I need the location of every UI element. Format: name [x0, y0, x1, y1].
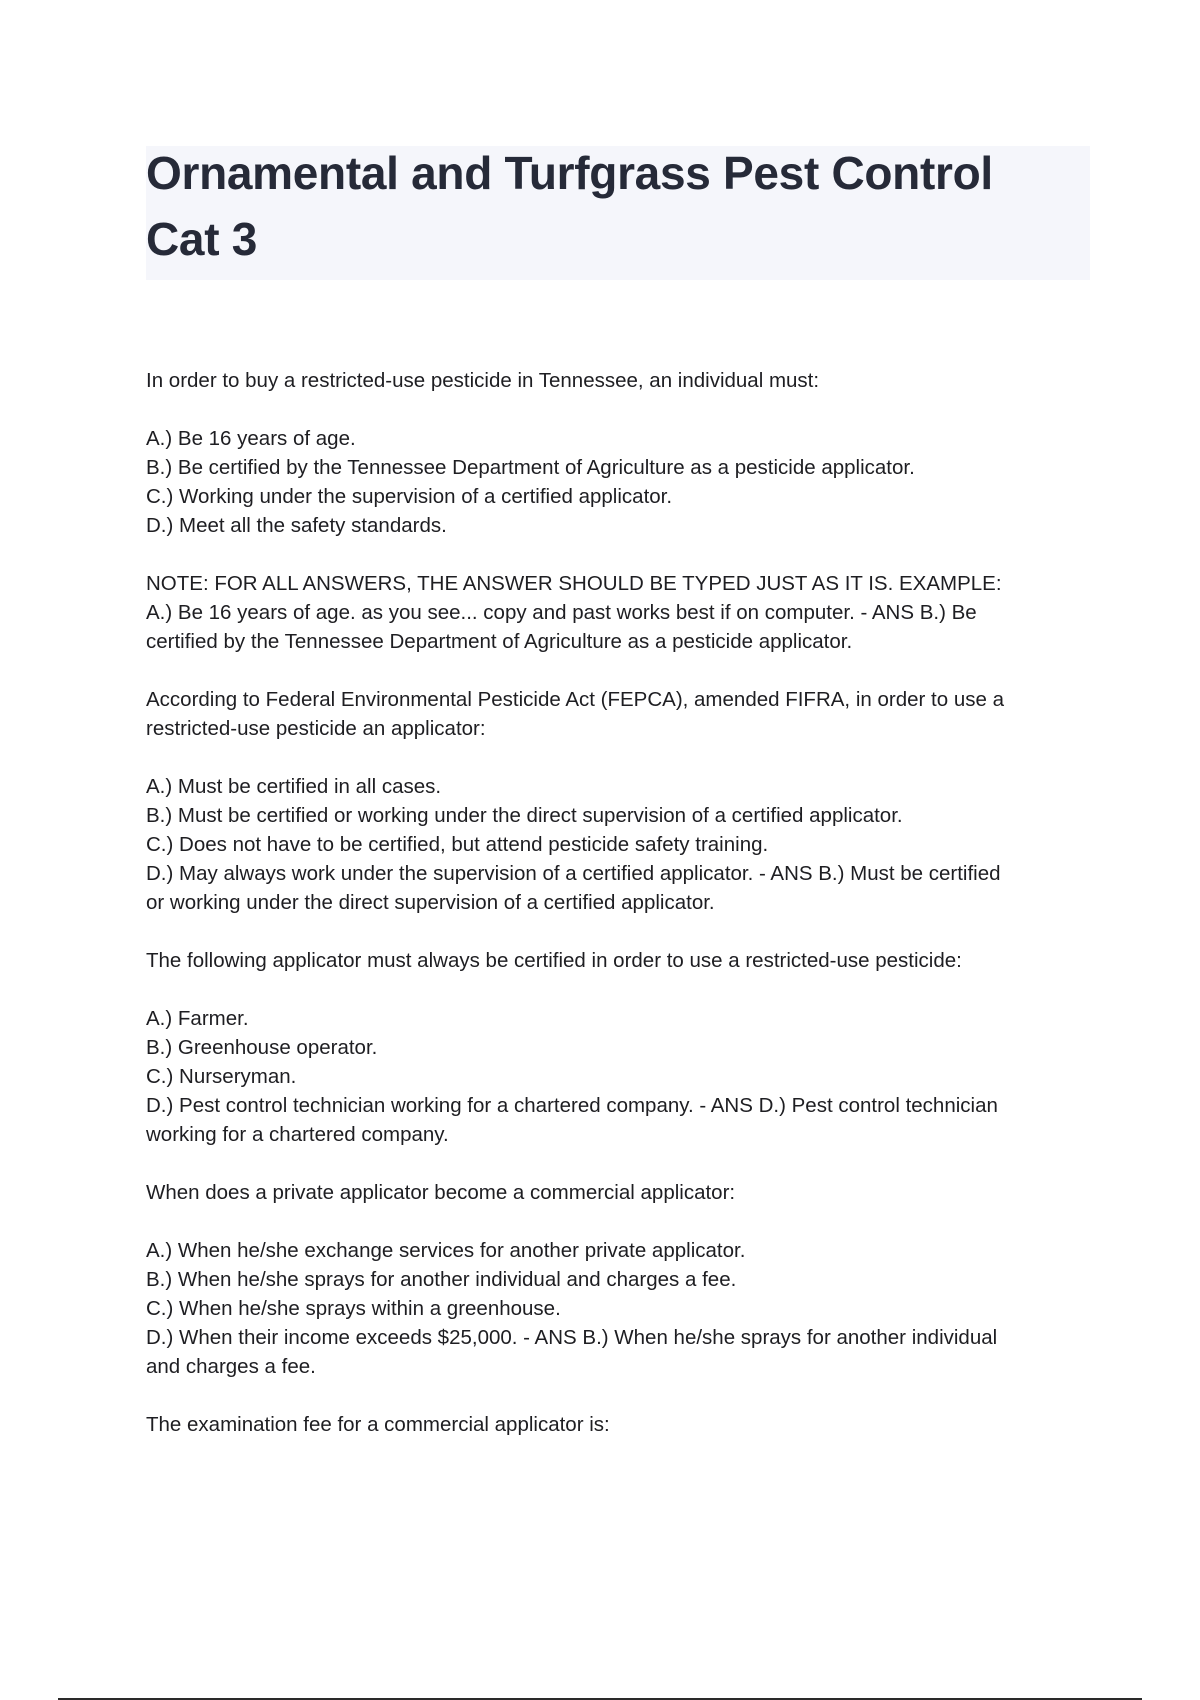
question-prompt [146, 366, 1086, 395]
question-prompt [146, 685, 1086, 743]
option-text: A.) Be 16 years of age. [146, 427, 356, 450]
option-text: or working under the direct supervision of a certified applicator. [146, 891, 715, 914]
question-options [146, 772, 1086, 917]
question-options [146, 1236, 1086, 1381]
option-text: B.) When he/she sprays for another individual and charges a fee. [146, 1268, 737, 1291]
option-text: B.) Greenhouse operator. [146, 1036, 378, 1059]
option-text: C.) Does not have to be certified, but attend pesticide safety training. [146, 833, 769, 856]
option-text: B.) Be certified by the Tennessee Department of Agriculture as a pesticide applicator. [146, 456, 915, 479]
option-text: C.) Working under the supervision of a certified applicator. [146, 485, 673, 508]
option-text: D.) May always work under the supervision of a certified applicator. - ANS B.) Must be certified [146, 862, 1001, 885]
option-text: working for a chartered company. [146, 1123, 449, 1146]
document-body [146, 366, 1086, 1468]
question-options [146, 1004, 1086, 1149]
option-text: D.) Meet all the safety standards. [146, 514, 447, 537]
question-prompt [146, 1410, 1086, 1439]
title-line: Cat 3 [146, 213, 257, 265]
option-text: C.) Nurseryman. [146, 1065, 297, 1088]
question-text: The following applicator must always be certified in order to use a restricted-use pesticide: [146, 949, 962, 972]
option-text: A.) Farmer. [146, 1007, 249, 1030]
question-text: In order to buy a restricted-use pesticide in Tennessee, an individual must: [146, 369, 820, 392]
option-text: A.) Must be certified in all cases. [146, 775, 442, 798]
option-text: B.) Must be certified or working under the direct supervision of a certified applicator. [146, 804, 903, 827]
question-text: When does a private applicator become a commercial applicator: [146, 1181, 736, 1204]
note-text: A.) Be 16 years of age. as you see... copy and past works best if on computer. - ANS B.) Be [146, 601, 977, 624]
question-text: restricted-use pesticide an applicator: [146, 717, 486, 740]
page-title [146, 140, 1076, 272]
option-text: and charges a fee. [146, 1355, 316, 1378]
question-prompt [146, 946, 1086, 975]
option-text: D.) When their income exceeds $25,000. - ANS B.) When he/she sprays for another individual [146, 1326, 998, 1349]
question-text: According to Federal Environmental Pesticide Act (FEPCA), amended FIFRA, in order to use a [146, 688, 1004, 711]
option-text: C.) When he/she sprays within a greenhouse. [146, 1297, 561, 1320]
question-options [146, 424, 1086, 540]
option-text: A.) When he/she exchange services for another private applicator. [146, 1239, 746, 1262]
answer-note [146, 569, 1086, 656]
option-text: D.) Pest control technician working for a chartered company. - ANS D.) Pest control technician [146, 1094, 998, 1117]
question-prompt [146, 1178, 1086, 1207]
note-text: NOTE: FOR ALL ANSWERS, THE ANSWER SHOULD BE TYPED JUST AS IT IS. EXAMPLE: [146, 572, 1002, 595]
note-text: certified by the Tennessee Department of Agriculture as a pesticide applicator. [146, 630, 853, 653]
question-text: The examination fee for a commercial applicator is: [146, 1413, 610, 1436]
title-line: Ornamental and Turfgrass Pest Control [146, 147, 993, 199]
